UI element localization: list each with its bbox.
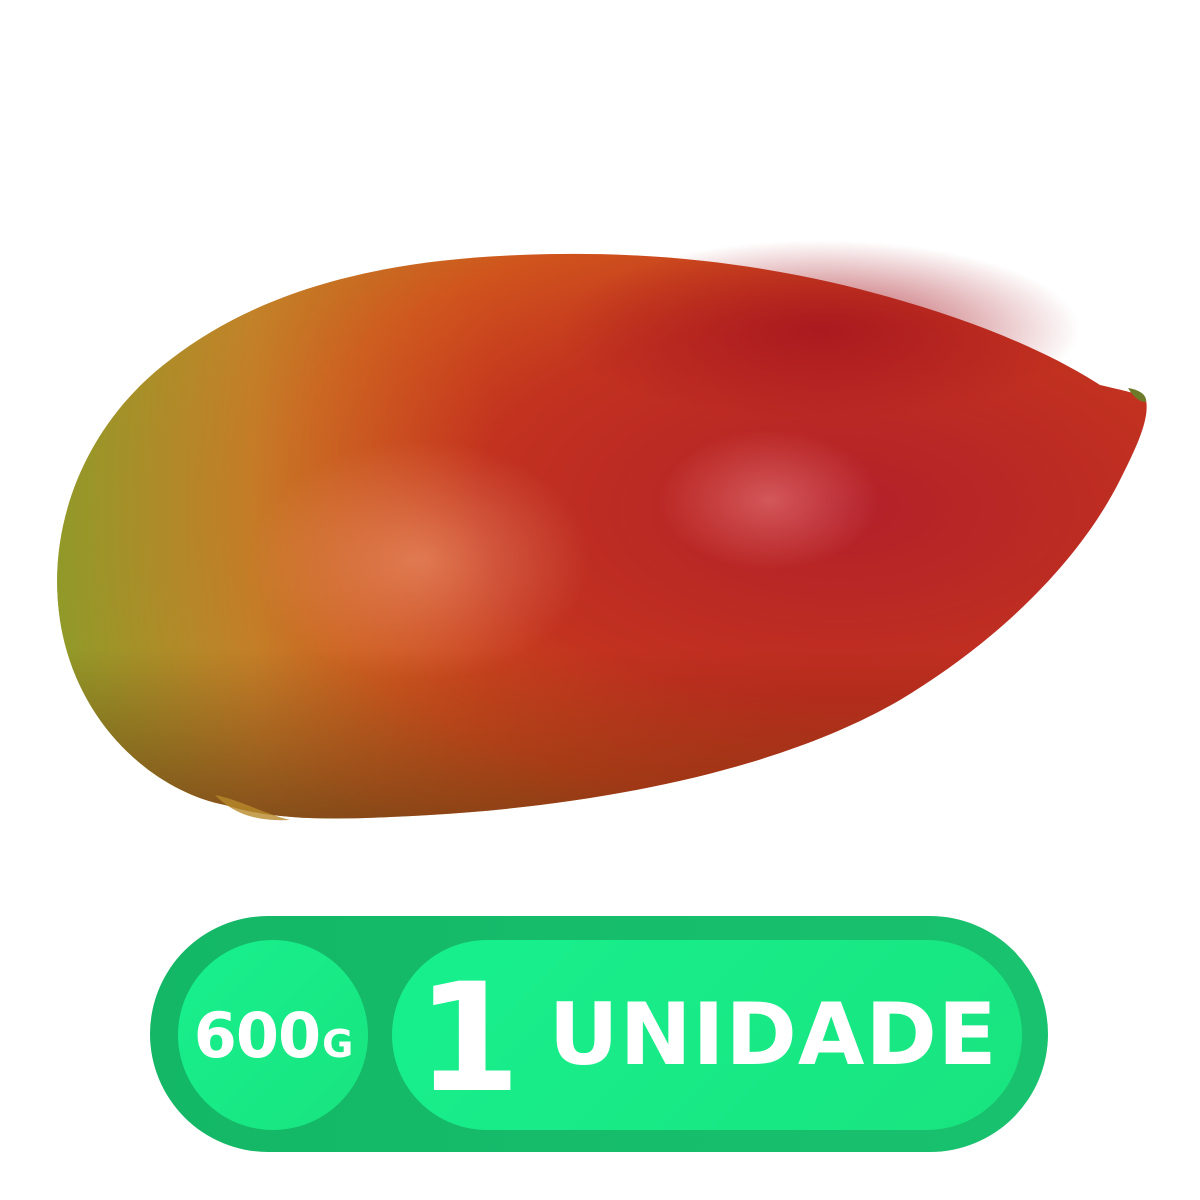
quantity-badge bbox=[392, 940, 1022, 1130]
weight-value: 600 bbox=[193, 998, 321, 1072]
quantity-label: UNIDADE bbox=[548, 985, 998, 1085]
quantity-number: 1 bbox=[416, 952, 521, 1126]
weight-badge bbox=[178, 940, 368, 1130]
weight-unit: G bbox=[322, 1021, 353, 1066]
weight-label bbox=[194, 999, 353, 1072]
